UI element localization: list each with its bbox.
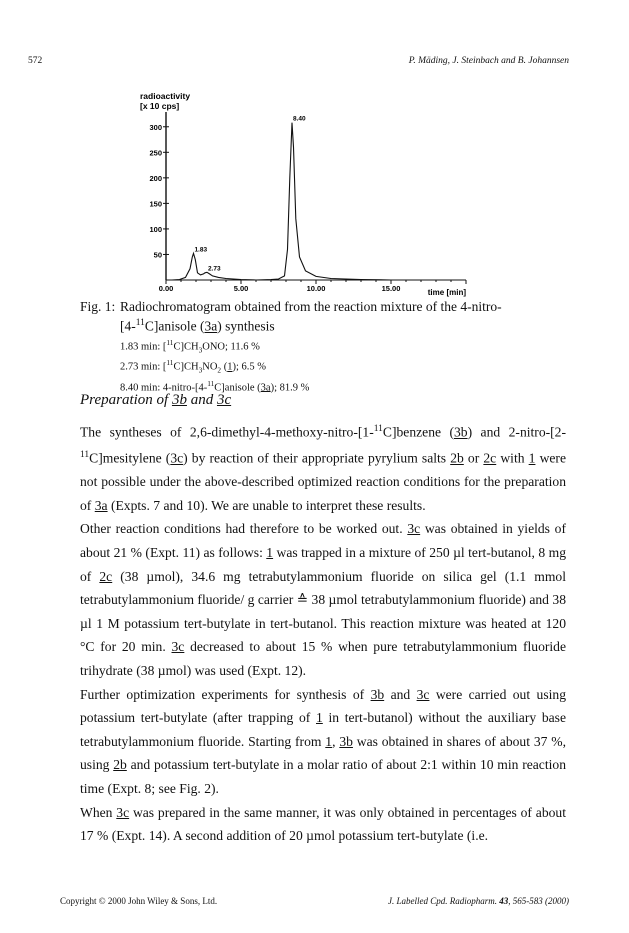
figure-legend-entry: 8.40 min: 4-nitro-[4-$^{11}$C]anisole (3a); 81.9 % (120, 378, 310, 394)
text-run: ) by reaction of their appropriate pyrylium salts (183, 450, 451, 466)
text-run: ) and 2-nitro-[2- (467, 424, 567, 440)
compound-ref: 3a (204, 318, 218, 334)
compound-ref: 3a (94, 497, 108, 513)
chart-peak-label: 8.40 (293, 115, 306, 123)
figure-caption-block (80, 298, 580, 394)
compound-ref: 1 (266, 545, 274, 561)
compound-ref: 3b (454, 424, 468, 440)
radiochromatogram-chart (140, 92, 470, 302)
chart-x-axis-label: time [min] (427, 288, 466, 297)
text-run: was obtained in yields of about 21 % (Expt. 11) as follows: (80, 521, 566, 561)
text-run: and (384, 686, 417, 702)
figure-legend-entry: 1.83 min: $[^{11}C]CH_3ONO$; 11.6 % (120, 337, 260, 355)
footer-journal: J. Labelled Cpd. Radiopharm. 43, 565-583 (2000) (388, 896, 569, 906)
text-run: was obtained in shares of about 37 %, using (80, 733, 566, 773)
chart-y-tick-label: 100 (149, 224, 162, 234)
compound-ref: 1 (316, 710, 323, 726)
compound-ref: 2c (99, 568, 113, 584)
section-title: Preparation of 3b and 3c (80, 392, 232, 408)
compound-ref: 3c (116, 804, 130, 820)
footer-copyright: Copyright © 2000 John Wiley & Sons, Ltd. (60, 896, 218, 906)
paragraph (80, 418, 566, 517)
text-run: , (332, 733, 340, 749)
text-run: were not possible under the above-described optimized reaction conditions for the preparation of (80, 450, 566, 513)
figure-legend (80, 336, 580, 395)
text-run: were carried out using potassium tert-butylate (after trapping of (80, 686, 566, 726)
compound-ref: 1 (528, 450, 536, 466)
isotope-superscript: 11 (373, 424, 383, 434)
chart-peak-label: 2.73 (207, 265, 221, 273)
figure-caption-line-2: [4-$^{11}$C]anisole (3a) synthesis (120, 318, 275, 334)
page-number: 572 (28, 56, 43, 66)
compound-ref: 2b (450, 450, 464, 466)
figure-label: Fig. 1: (80, 299, 116, 314)
running-head-authors: P. Mäding, J. Steinbach and B. Johannsen (408, 56, 569, 66)
figure-caption-line-1: Radiochromatogram obtained from the reaction mixture of the 4-nitro- (120, 299, 502, 314)
text-run: and potassium tert-butylate in a molar ratio of about 2:1 within 10 min reaction time (Expt. 8; see Fig. 2). (80, 757, 566, 796)
text-run: was trapped in a mixture of 250 µl tert-butanol, 8 mg of (80, 545, 566, 584)
figure-caption (80, 298, 580, 335)
text-run: C]benzene ( (382, 424, 454, 440)
paragraph (80, 517, 566, 682)
compound-ref: 3c (170, 450, 184, 466)
compound-ref: 2b (113, 757, 127, 773)
text-run: (38 µmol), 34.6 mg tetrabutylammonium fluoride on silica gel (1.1 mmol tetrabutylammonium fluoride/ g carrier ≙ 38 µmol tetrabutylammonium fluoride) and 38 µl 1 M potassium tert-butylate in tert-butanol. This reaction mixture was heated at 120 °C for 20 min. (80, 568, 566, 655)
text-run: Other reaction conditions had therefore to be worked out. (80, 521, 408, 537)
chart-y-tick-label: 250 (149, 148, 162, 158)
chart-x-tick-label: 10.00 (306, 284, 326, 293)
isotope-superscript: 11 (80, 450, 90, 461)
chart-y-tick-label: 50 (153, 250, 162, 260)
compound-ref: 3c (171, 639, 185, 655)
chart-y-axis-label: radioactivity (140, 92, 191, 101)
text-run: C]mesitylene ( (89, 450, 171, 466)
chart-y-tick-label: 150 (149, 199, 162, 209)
chart-x-tick-label: 15.00 (381, 284, 401, 293)
compound-ref: 3c (407, 521, 421, 537)
text-run: The syntheses of 2,6-dimethyl-4-methoxy-nitro-[1- (80, 424, 374, 440)
body-text (80, 418, 566, 848)
text-run: or (463, 450, 484, 466)
paragraph (80, 683, 566, 801)
text-run: with (496, 450, 529, 466)
compound-ref: 2c (483, 450, 497, 466)
text-run: decreased to about 15 % when pure tetrabutylammonium fluoride trihydrate (38 µmol) was used (Expt. 12). (80, 639, 567, 678)
text-run: was prepared in the same manner, it was only obtained in percentages of about 17 % (Expt. 14). A second addition of 20 µmol potassium tert-butylate (i.e. (80, 804, 566, 844)
text-run: in tert-butanol) without the auxiliary base tetrabutylammonium fluoride. Starting from (80, 710, 566, 749)
compound-ref: 3b (370, 686, 385, 702)
text-run: (Expts. 7 and 10). We are unable to interpret these results. (107, 497, 426, 513)
chart-x-tick-label: 0.00 (158, 284, 174, 293)
paragraph (80, 801, 566, 848)
chart-series-line (166, 123, 466, 280)
text-run: Further optimization experiments for synthesis of (80, 686, 371, 702)
chart-peak-label: 1.83 (194, 246, 208, 254)
compound-ref: 3c (416, 686, 430, 702)
chart-y-tick-label: 200 (149, 173, 162, 183)
chart-x-tick-label: 5.00 (233, 284, 249, 293)
compound-ref: 3b (339, 733, 353, 749)
compound-ref: 1 (325, 733, 333, 749)
figure-legend-entry: 2.73 min: $[^{11}C]CH_3NO_2$ (1); 6.5 % (120, 358, 266, 375)
chart-y-axis-unit: [x 10 cps] (140, 101, 180, 111)
text-run: When (80, 804, 117, 820)
chart-y-tick-label: 300 (149, 122, 162, 132)
